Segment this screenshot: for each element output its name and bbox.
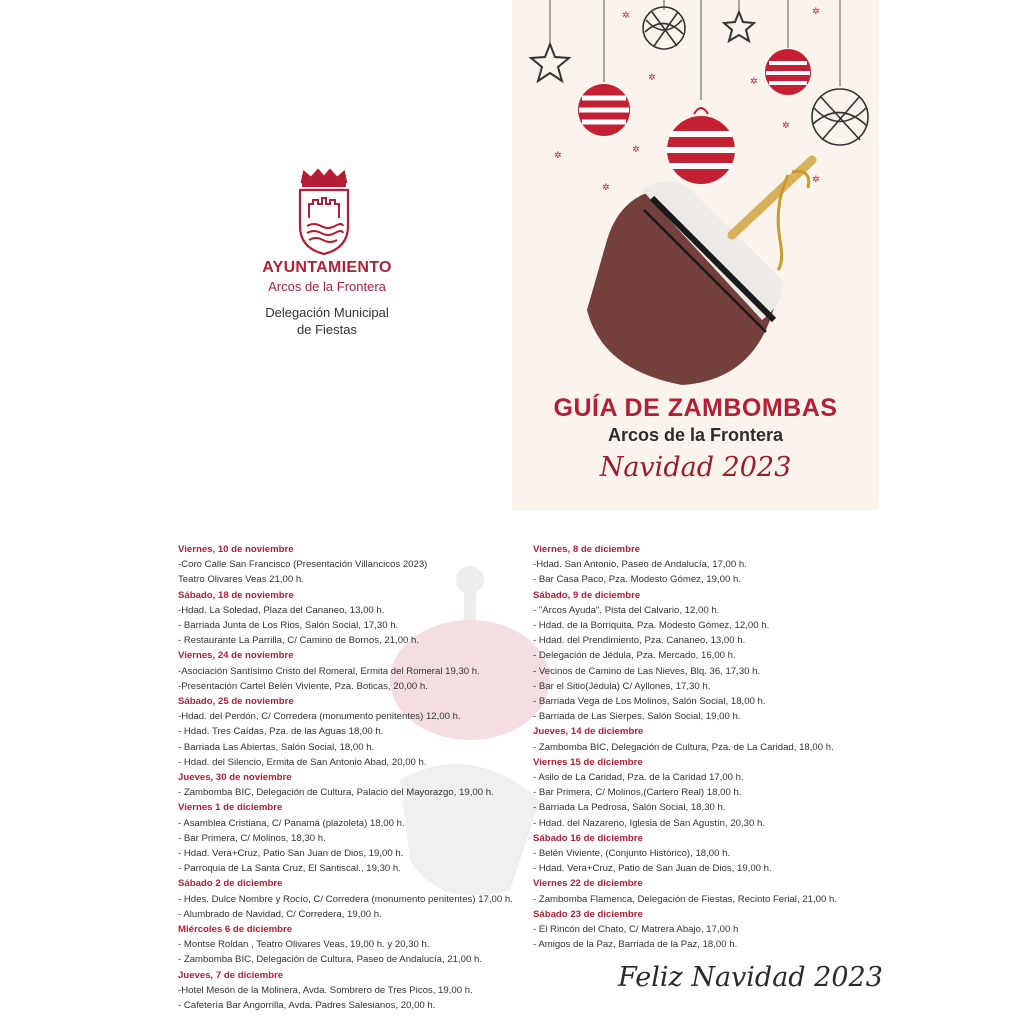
schedule-event: - Restaurante La Parrilla, C/ Camino de Bornos, 21,00 h. — [178, 635, 420, 647]
schedule-event: - Asilo de La Caridad, Pza. de la Caridad 17,00 h. — [533, 772, 744, 784]
svg-text:✲: ✲ — [648, 73, 656, 83]
svg-text:✲: ✲ — [812, 175, 820, 185]
schedule-event: - Belén Viviente, (Conjunto Histórico), 18,00 h. — [533, 848, 731, 860]
cover-title: GUÍA DE ZAMBOMBAS — [553, 394, 838, 422]
schedule-event: - Parroquia de La Santa Cruz, El Santiscal., 19,30 h. — [178, 863, 401, 875]
schedule-day-heading: Viernes, 10 de noviembre — [178, 544, 294, 555]
schedule-event: - Hdad. de la Borriquita, Pza. Modesto Gómez, 12,00 h. — [533, 620, 770, 632]
schedule-event: - Bar Casa Paco, Pza. Modesto Gómez, 19,00 h. — [533, 574, 741, 586]
schedule-event: - Cafetería Bar Angorrilla, Avda. Padres Salesianos, 20,00 h. — [178, 1000, 436, 1012]
schedule-day-block — [533, 831, 883, 877]
schedule-event: - El Rincón del Chato, C/ Matrera Abajo, 17,00 h — [533, 924, 739, 936]
schedule-day-heading: Sábado, 25 de noviembre — [178, 696, 294, 708]
star-ornament-icon — [531, 44, 569, 81]
schedule-event: - "Arcos Ayuda", Pista del Calvario, 12,00 h. — [533, 604, 720, 616]
schedule-event: -Hotel Mesón de la Molinera, Avda. Sombrero de Tres Picos, 19,00 h. — [178, 984, 473, 996]
schedule-event: -Hdad. del Perdón, C/ Corredera (monumento penitentes) 12,00 h. — [178, 711, 461, 723]
schedule-day-block — [533, 876, 883, 906]
schedule-event: - Delegación de Jédula, Pza. Mercado, 16,00 h. — [533, 650, 736, 662]
schedule-day-block — [178, 800, 523, 876]
schedule-event: - Vecinos de Camino de Las Nieves, Blq. 36, 17,30 h. — [533, 665, 761, 677]
schedule-event: -Hdad. San Antonio, Paseo de Andalucía, 17,00 h. — [533, 559, 747, 571]
svg-text:✲: ✲ — [602, 183, 610, 193]
zambomba-drum-illustration — [587, 160, 812, 385]
org-department — [222, 304, 432, 338]
schedule-event: - Bar Primera, C/ Molinos, 18,30 h. — [178, 832, 326, 844]
schedule-day-heading: Miércoles 6 de diciembre — [178, 924, 293, 936]
schedule-day-heading: Jueves, 14 de diciembre — [533, 726, 644, 738]
schedule-right-column — [533, 542, 883, 952]
schedule-day-block — [533, 588, 883, 725]
schedule-day-block — [178, 648, 523, 694]
svg-text:✲: ✲ — [782, 121, 790, 131]
schedule-event: - Hdad. del Silencio, Ermita de San Antonio Abad, 20,00 h. — [178, 756, 427, 768]
schedule-day-block — [533, 755, 883, 831]
schedule-event: -Hdad. La Soledad, Plaza del Cananeo, 13,00 h. — [178, 604, 385, 616]
schedule-day-block — [178, 876, 523, 922]
schedule-day-heading: Viernes 22 de diciembre — [533, 878, 643, 890]
schedule-event: - Hdad. del Prendimiento, Pza. Cananeo, 13,00 h. — [533, 635, 746, 647]
coat-of-arms-logo — [294, 168, 354, 258]
schedule-event: -Presentación Cartel Belén Viviente, Pza. Boticas, 20,00 h. — [178, 680, 428, 692]
schedule-day-block — [178, 770, 523, 800]
schedule-event: - Zambomba BIC, Delegación de Cultura, Pza. de La Caridad, 18,00 h. — [533, 741, 834, 753]
schedule-event: - Bar el Sitio(Jédula) C/ Ayllones, 17,30 h. — [533, 680, 711, 692]
svg-text:✲: ✲ — [812, 7, 820, 17]
star-ornament-icon — [724, 12, 754, 41]
schedule-event: - Zambomba Flamenca, Delegación de Fiestas, Recinto Ferial, 21,00 h. — [533, 893, 837, 905]
schedule-event: - Barriada Vega de Los Molinos, Salón Social, 18,00 h. — [533, 696, 766, 708]
schedule-event: - Barriada Junta de Los Rios, Salón Social, 17,30 h. — [178, 620, 399, 632]
svg-text:✲: ✲ — [632, 145, 640, 155]
schedule-event: - Hdad. Tres Caídas, Pza. de las Aguas 18,00 h. — [178, 726, 384, 738]
schedule-event: - Alumbrado de Navidad, C/ Corredera, 19,00 h. — [178, 908, 382, 920]
org-city: Arcos de la Frontera — [268, 279, 386, 294]
schedule-day-heading: Viernes 1 de diciembre — [178, 802, 283, 814]
org-name: AYUNTAMIENTO — [262, 259, 392, 276]
schedule-day-block — [533, 724, 883, 754]
schedule-day-heading: Sábado 16 de diciembre — [533, 832, 643, 844]
schedule-event: - Barriada Las Abiertas, Salón Social, 18,00 h. — [178, 741, 375, 753]
schedule-event: - Bar Primera, C/ Molinos,(Cartero Real) 18,00 h. — [533, 787, 742, 799]
schedule-event: Teatro Olivares Veas 21,00 h. — [178, 574, 304, 586]
schedule-day-heading: Viernes, 8 de diciembre — [533, 544, 641, 555]
schedule-event: - Hdad. Vera+Cruz, Patio San Juan de Dios, 19,00 h. — [178, 848, 404, 860]
schedule-day-heading: Jueves, 7 de diciembre — [178, 969, 284, 981]
schedule-event: -Asociación Santísimo Cristo del Romeral, Ermita del Romeral 19,30 h. — [178, 665, 480, 677]
org-dept-line1: Delegación Municipal — [265, 305, 389, 320]
cover-subtitle: Arcos de la Frontera — [607, 425, 784, 445]
schedule-event: - Hdad. del Nazareno, Iglesia de San Agustín, 20,30 h. — [533, 817, 766, 829]
schedule-day-heading: Sábado 2 de diciembre — [178, 878, 283, 890]
schedule-day-block — [178, 968, 523, 1014]
schedule-day-block — [178, 694, 523, 770]
schedule-event: - Amigos de la Paz, Barriada de la Paz, 18,00 h. — [533, 939, 738, 951]
svg-text:✲: ✲ — [622, 11, 630, 21]
footer-feliz-navidad: Feliz Navidad 2023 — [618, 962, 883, 993]
schedule-day-heading: Viernes 15 de diciembre — [533, 756, 643, 768]
schedule-event: - Zambomba BIC, Delegación de Cultura, Paseo de Andalucía, 21,00 h. — [178, 954, 482, 966]
svg-text:✲: ✲ — [750, 77, 758, 87]
schedule-day-heading: Sábado, 18 de noviembre — [178, 589, 294, 601]
schedule-event: - Hdes. Dulce Nombre y Rocío, C/ Corredera (monumento penitentes) 17,00 h. — [178, 893, 513, 905]
schedule-event: - Montse Roldan , Teatro Olivares Veas, 19,00 h. y 20,30 h. — [178, 939, 430, 951]
schedule-day-heading: Sábado 23 de diciembre — [533, 908, 643, 920]
cover-script-navidad: Navidad 2023 — [599, 452, 792, 483]
schedule-day-heading: Sábado, 9 de diciembre — [533, 589, 641, 601]
schedule-event: - Hdad. Vera+Cruz, Patio de San Juan de Dios, 19,00 h. — [533, 863, 772, 875]
org-dept-line2: de Fiestas — [297, 322, 357, 337]
schedule-day-block — [178, 922, 523, 968]
schedule-day-block — [533, 907, 883, 953]
schedule-day-heading: Jueves, 30 de noviembre — [178, 772, 292, 784]
schedule-event: - Barriada La Pedrosa, Salón Social, 18,30 h. — [533, 802, 726, 814]
cover-panel — [512, 0, 879, 510]
schedule-event: - Barriada de Las Sierpes, Salón Social, 19,00 h. — [533, 711, 741, 723]
christmas-ornaments-illustration — [512, 0, 879, 400]
schedule-event: - Zambomba BIC, Delegación de Cultura, Palacio del Mayorazgo, 19,00 h. — [178, 787, 494, 799]
schedule-left-column — [178, 542, 523, 1013]
schedule-day-block — [178, 542, 523, 588]
svg-text:✲: ✲ — [554, 151, 562, 161]
schedule-event: -Coro Calle San Francisco (Presentación Villancicos 2023) — [178, 559, 428, 571]
schedule-event: - Asamblea Cristiana, C/ Panamá (plazoleta) 18,00 h. — [178, 817, 405, 829]
schedule-day-heading: Viernes, 24 de noviembre — [178, 650, 294, 662]
schedule-day-block — [533, 542, 883, 588]
schedule-day-block — [178, 588, 523, 649]
